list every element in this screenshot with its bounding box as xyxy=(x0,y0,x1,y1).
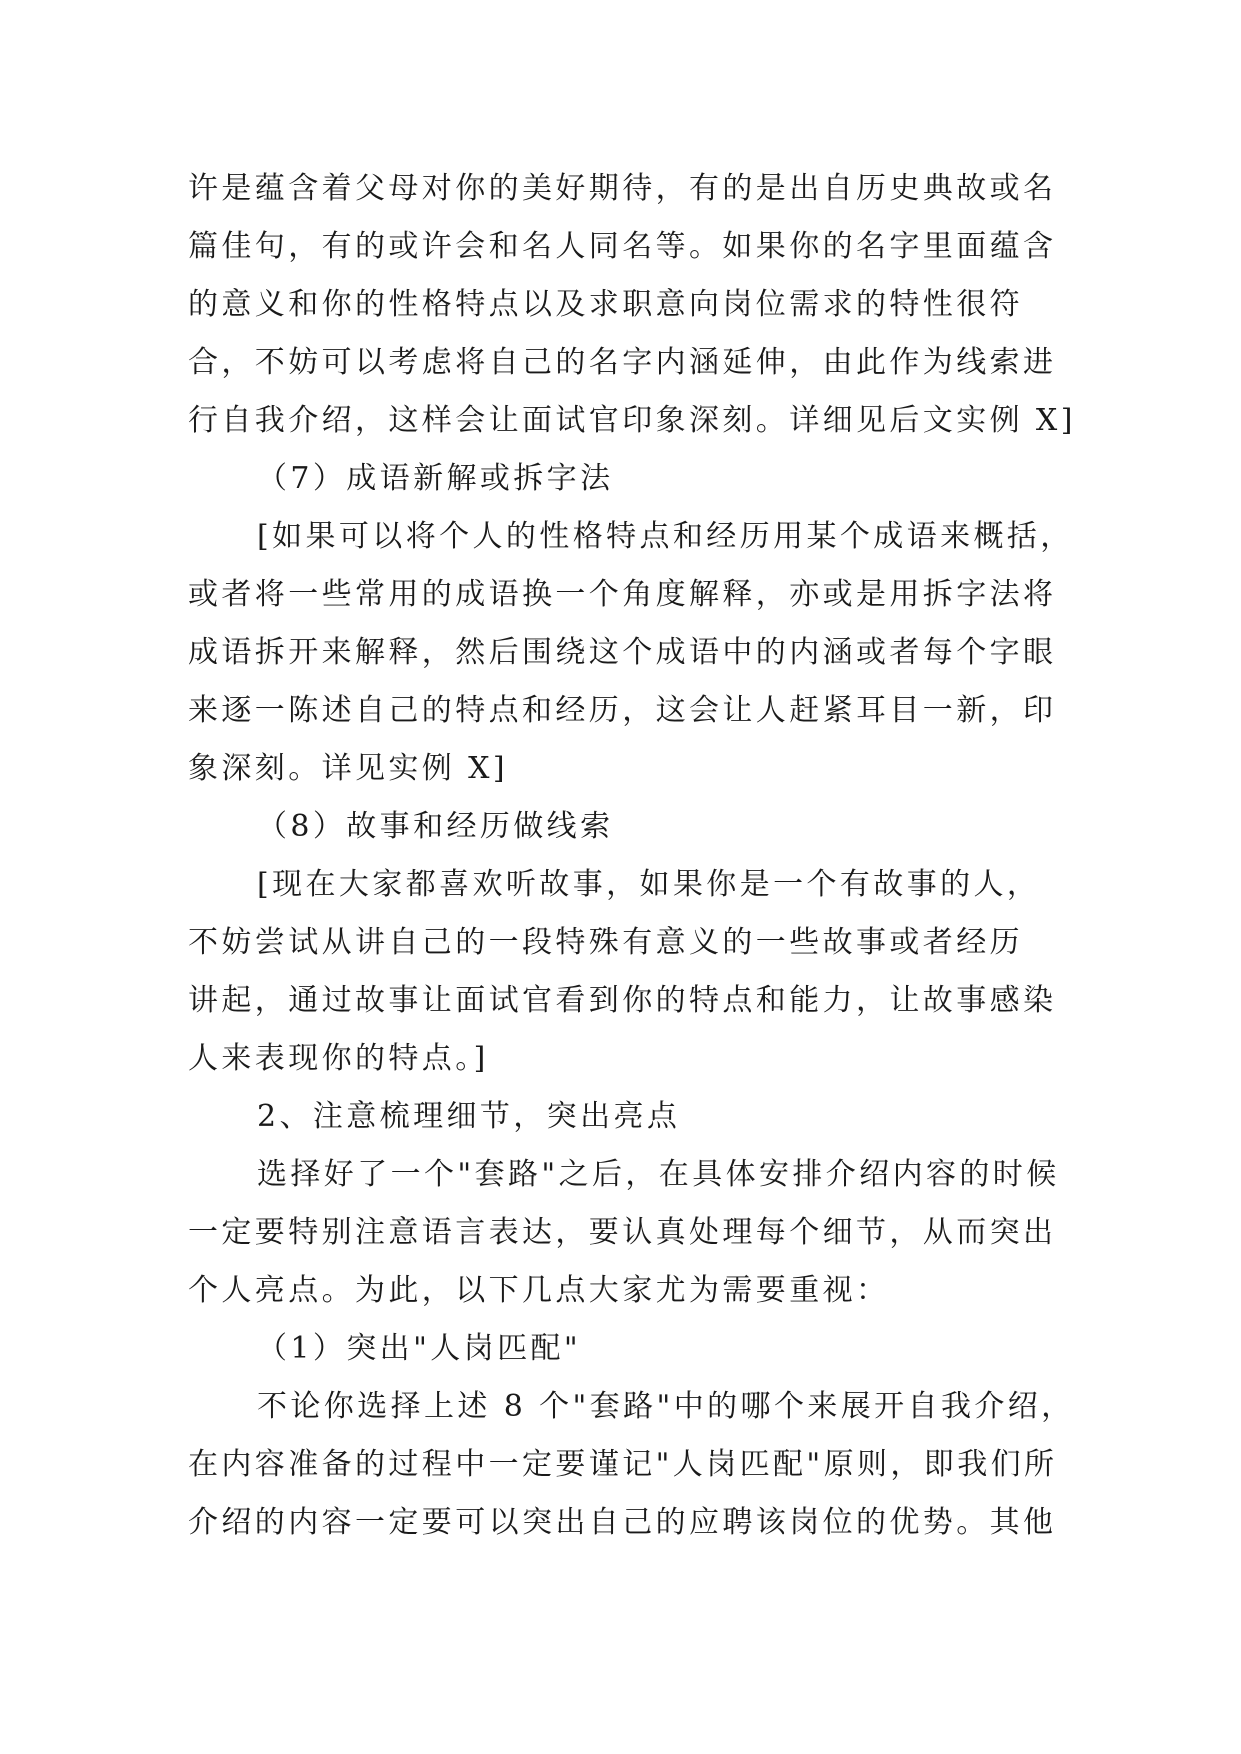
text-line: 篇佳句，有的或许会和名人同名等。如果你的名字里面蕴含 xyxy=(188,229,1057,264)
text-line: 许是蕴含着父母对你的美好期待，有的是出自历史典故或名 xyxy=(188,171,1057,206)
text-line: 来逐一陈述自己的特点和经历，这会让人赶紧耳目一新，印 xyxy=(188,693,1057,728)
document-body xyxy=(188,160,1076,1552)
text-line: 不妨尝试从讲自己的一段特殊有意义的一些故事或者经历 xyxy=(188,925,1023,960)
text-line: 个人亮点。为此，以下几点大家尤为需要重视： xyxy=(188,1273,890,1308)
text-line: 的意义和你的性格特点以及求职意向岗位需求的特性很符 xyxy=(188,287,1023,322)
text-line: 或者将一些常用的成语换一个角度解释，亦或是用拆字法将 xyxy=(188,577,1057,612)
text-line: [如果可以将个人的性格特点和经历用某个成语来概括， xyxy=(257,519,1074,554)
text-line: [现在大家都喜欢听故事，如果你是一个有故事的人， xyxy=(257,867,1041,902)
text-line: 2、注意梳理细节，突出亮点 xyxy=(257,1099,681,1134)
text-line: 介绍的内容一定要可以突出自己的应聘该岗位的优势。其他 xyxy=(188,1505,1057,1540)
text-line: 行自我介绍，这样会让面试官印象深刻。详细见后文实例 X] xyxy=(188,403,1076,438)
text-line: 一定要特别注意语言表达，要认真处理每个细节，从而突出 xyxy=(188,1215,1057,1250)
text-line: 在内容准备的过程中一定要谨记"人岗匹配"原则，即我们所 xyxy=(188,1447,1058,1482)
text-line: （8）故事和经历做线索 xyxy=(257,809,614,844)
text-line: （7）成语新解或拆字法 xyxy=(257,461,614,496)
text-line: 成语拆开来解释，然后围绕这个成语中的内涵或者每个字眼 xyxy=(188,635,1057,670)
text-line: 不论你选择上述 8 个"套路"中的哪个来展开自我介绍， xyxy=(257,1389,1075,1424)
text-line: 讲起，通过故事让面试官看到你的特点和能力，让故事感染 xyxy=(188,983,1057,1018)
text-line: 人来表现你的特点。] xyxy=(188,1041,489,1076)
text-line: 合，不妨可以考虑将自己的名字内涵延伸，由此作为线索进 xyxy=(188,345,1057,380)
text-line: （1）突出"人岗匹配" xyxy=(257,1331,582,1366)
text-line: 象深刻。详见实例 X] xyxy=(188,751,508,786)
text-line: 选择好了一个"套路"之后，在具体安排介绍内容的时候 xyxy=(257,1157,1060,1192)
